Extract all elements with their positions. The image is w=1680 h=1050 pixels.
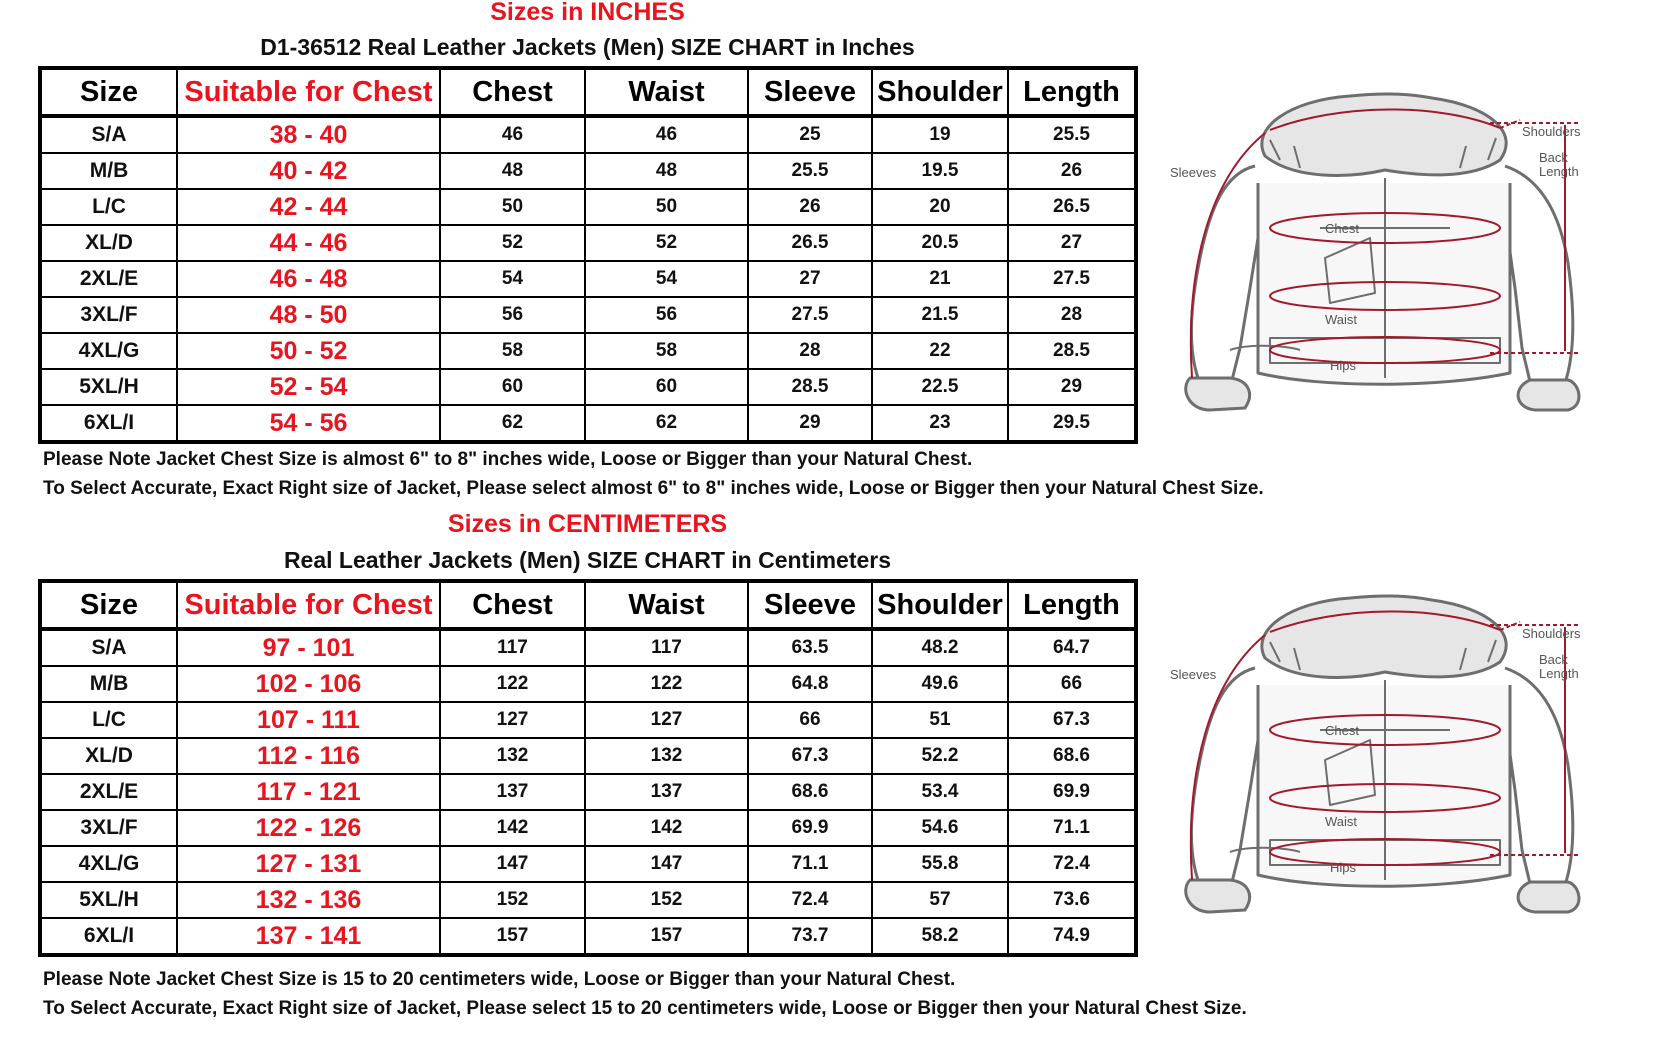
cell-length: 72.4 [1008,846,1136,882]
cell-waist: 127 [585,702,748,738]
cell-shoulder: 22 [872,333,1008,369]
cell-size: 4XL/G [40,333,177,369]
cell-suitable-chest: 42 - 44 [177,189,440,225]
cell-chest: 62 [440,405,585,442]
cell-length: 27.5 [1008,261,1136,297]
cell-size: L/C [40,189,177,225]
cell-waist: 137 [585,774,748,810]
cell-sleeve: 63.5 [748,629,872,666]
cell-waist: 152 [585,882,748,918]
col-header-waist: Waist [585,581,748,629]
table-row [40,261,1136,297]
cell-waist: 50 [585,189,748,225]
label-chest: Chest [1325,723,1359,738]
cell-chest: 48 [440,153,585,189]
table-header-row [40,68,1136,116]
cell-sleeve: 73.7 [748,918,872,955]
cell-length: 73.6 [1008,882,1136,918]
col-header-suitable-chest: Suitable for Chest [177,581,440,629]
label-length: Length [1539,666,1579,681]
cell-shoulder: 57 [872,882,1008,918]
size-table-inches [38,66,1138,444]
cell-shoulder: 48.2 [872,629,1008,666]
cell-sleeve: 25.5 [748,153,872,189]
cell-suitable-chest: 107 - 111 [177,702,440,738]
table-body-centimeters [40,629,1136,955]
cell-shoulder: 20 [872,189,1008,225]
jacket-measurement-diagram-inches [1170,88,1650,438]
label-chest: Chest [1325,221,1359,236]
cell-shoulder: 21.5 [872,297,1008,333]
label-hips: Hips [1330,860,1357,875]
cell-length: 27 [1008,225,1136,261]
cell-size: 4XL/G [40,846,177,882]
cell-shoulder: 19 [872,116,1008,153]
label-sleeves: Sleeves [1170,667,1217,682]
cell-suitable-chest: 38 - 40 [177,116,440,153]
cell-shoulder: 20.5 [872,225,1008,261]
cell-shoulder: 21 [872,261,1008,297]
note-inches-1: Please Note Jacket Chest Size is almost 6" to 8" inches wide, Loose or Bigger than your Natural Chest. [43,449,973,470]
cell-shoulder: 52.2 [872,738,1008,774]
cell-chest: 147 [440,846,585,882]
cell-chest: 132 [440,738,585,774]
cell-waist: 142 [585,810,748,846]
cell-sleeve: 26 [748,189,872,225]
table-body-inches [40,116,1136,442]
cell-length: 29 [1008,369,1136,405]
cell-sleeve: 28 [748,333,872,369]
cell-waist: 122 [585,666,748,702]
chart-title-inches: D1-36512 Real Leather Jackets (Men) SIZE CHART in Inches [260,34,915,60]
cell-waist: 147 [585,846,748,882]
cell-chest: 122 [440,666,585,702]
cell-length: 69.9 [1008,774,1136,810]
cell-size: XL/D [40,738,177,774]
label-back: Back [1539,150,1568,165]
cell-sleeve: 28.5 [748,369,872,405]
cell-suitable-chest: 137 - 141 [177,918,440,955]
cell-size: 5XL/H [40,369,177,405]
col-header-length: Length [1008,68,1136,116]
label-waist: Waist [1325,312,1358,327]
cell-shoulder: 49.6 [872,666,1008,702]
cell-shoulder: 53.4 [872,774,1008,810]
cell-waist: 58 [585,333,748,369]
cell-length: 28 [1008,297,1136,333]
cell-waist: 117 [585,629,748,666]
table-row [40,666,1136,702]
cell-chest: 142 [440,810,585,846]
cell-sleeve: 25 [748,116,872,153]
col-header-chest: Chest [440,581,585,629]
cell-length: 74.9 [1008,918,1136,955]
table-row [40,297,1136,333]
cell-size: M/B [40,666,177,702]
cell-chest: 137 [440,774,585,810]
cell-length: 71.1 [1008,810,1136,846]
cell-suitable-chest: 52 - 54 [177,369,440,405]
label-length: Length [1539,164,1579,179]
cell-size: 2XL/E [40,774,177,810]
cell-shoulder: 51 [872,702,1008,738]
cell-chest: 52 [440,225,585,261]
cell-size: XL/D [40,225,177,261]
cell-chest: 117 [440,629,585,666]
cell-length: 26 [1008,153,1136,189]
note-inches-2: To Select Accurate, Exact Right size of Jacket, Please select almost 6" to 8" inches wide, Loose or Bigger then your Natural Chest Size. [43,478,1264,499]
table-row [40,153,1136,189]
cell-suitable-chest: 50 - 52 [177,333,440,369]
chart-title-centimeters: Real Leather Jackets (Men) SIZE CHART in Centimeters [283,547,892,573]
table-row [40,405,1136,442]
cell-waist: 60 [585,369,748,405]
table-row [40,189,1136,225]
table-row [40,702,1136,738]
cell-chest: 60 [440,369,585,405]
cell-length: 67.3 [1008,702,1136,738]
label-sleeves: Sleeves [1170,165,1217,180]
note-centimeters-1: Please Note Jacket Chest Size is 15 to 20 centimeters wide, Loose or Bigger than your Natural Chest. [43,969,956,990]
cell-waist: 48 [585,153,748,189]
cell-sleeve: 27 [748,261,872,297]
cell-length: 29.5 [1008,405,1136,442]
cell-waist: 52 [585,225,748,261]
label-back: Back [1539,652,1568,667]
col-header-sleeve: Sleeve [748,581,872,629]
cell-chest: 157 [440,918,585,955]
cell-sleeve: 69.9 [748,810,872,846]
cell-suitable-chest: 122 - 126 [177,810,440,846]
jacket-measurement-diagram-centimeters [1170,590,1650,940]
col-header-size: Size [40,581,177,629]
cell-length: 28.5 [1008,333,1136,369]
cell-shoulder: 19.5 [872,153,1008,189]
col-header-suitable-chest: Suitable for Chest [177,68,440,116]
cell-size: 5XL/H [40,882,177,918]
table-row [40,369,1136,405]
col-header-chest: Chest [440,68,585,116]
cell-shoulder: 23 [872,405,1008,442]
cell-waist: 56 [585,297,748,333]
cell-suitable-chest: 46 - 48 [177,261,440,297]
cell-sleeve: 71.1 [748,846,872,882]
cell-size: 3XL/F [40,297,177,333]
cell-length: 66 [1008,666,1136,702]
cell-chest: 50 [440,189,585,225]
cell-shoulder: 58.2 [872,918,1008,955]
cell-sleeve: 26.5 [748,225,872,261]
table-header-row [40,581,1136,629]
section-title-centimeters: Sizes in CENTIMETERS [447,510,728,538]
cell-suitable-chest: 40 - 42 [177,153,440,189]
cell-length: 64.7 [1008,629,1136,666]
cell-chest: 152 [440,882,585,918]
cell-sleeve: 29 [748,405,872,442]
cell-size: 2XL/E [40,261,177,297]
cell-size: 3XL/F [40,810,177,846]
table-row [40,774,1136,810]
cell-suitable-chest: 48 - 50 [177,297,440,333]
cell-suitable-chest: 44 - 46 [177,225,440,261]
cell-waist: 46 [585,116,748,153]
cell-shoulder: 55.8 [872,846,1008,882]
cell-suitable-chest: 54 - 56 [177,405,440,442]
col-header-shoulder: Shoulder [872,581,1008,629]
col-header-waist: Waist [585,68,748,116]
cell-size: 6XL/I [40,918,177,955]
col-header-length: Length [1008,581,1136,629]
cell-chest: 46 [440,116,585,153]
table-row [40,629,1136,666]
cell-size: S/A [40,629,177,666]
table-row [40,810,1136,846]
col-header-sleeve: Sleeve [748,68,872,116]
section-title-inches: Sizes in INCHES [490,0,685,26]
table-row [40,116,1136,153]
cell-chest: 127 [440,702,585,738]
cell-size: L/C [40,702,177,738]
label-hips: Hips [1330,358,1357,373]
cell-suitable-chest: 112 - 116 [177,738,440,774]
cell-suitable-chest: 127 - 131 [177,846,440,882]
cell-chest: 54 [440,261,585,297]
cell-waist: 62 [585,405,748,442]
table-row [40,882,1136,918]
col-header-shoulder: Shoulder [872,68,1008,116]
cell-sleeve: 66 [748,702,872,738]
cell-suitable-chest: 117 - 121 [177,774,440,810]
table-row [40,225,1136,261]
size-table-centimeters [38,579,1138,957]
cell-chest: 58 [440,333,585,369]
table-row [40,333,1136,369]
cell-sleeve: 64.8 [748,666,872,702]
cell-waist: 132 [585,738,748,774]
table-row [40,738,1136,774]
cell-chest: 56 [440,297,585,333]
label-shoulders: Shoulders [1522,124,1581,139]
cell-sleeve: 27.5 [748,297,872,333]
cell-suitable-chest: 102 - 106 [177,666,440,702]
cell-size: S/A [40,116,177,153]
cell-suitable-chest: 132 - 136 [177,882,440,918]
cell-size: 6XL/I [40,405,177,442]
cell-waist: 54 [585,261,748,297]
cell-sleeve: 67.3 [748,738,872,774]
label-shoulders: Shoulders [1522,626,1581,641]
table-row [40,918,1136,955]
cell-shoulder: 54.6 [872,810,1008,846]
label-waist: Waist [1325,814,1358,829]
note-centimeters-2: To Select Accurate, Exact Right size of Jacket, Please select 15 to 20 centimeters wide, Loose or Bigger then your Natural Chest Size. [43,998,1247,1019]
col-header-size: Size [40,68,177,116]
cell-sleeve: 68.6 [748,774,872,810]
cell-waist: 157 [585,918,748,955]
cell-shoulder: 22.5 [872,369,1008,405]
cell-sleeve: 72.4 [748,882,872,918]
cell-suitable-chest: 97 - 101 [177,629,440,666]
table-row [40,846,1136,882]
cell-length: 25.5 [1008,116,1136,153]
cell-size: M/B [40,153,177,189]
cell-length: 26.5 [1008,189,1136,225]
cell-length: 68.6 [1008,738,1136,774]
